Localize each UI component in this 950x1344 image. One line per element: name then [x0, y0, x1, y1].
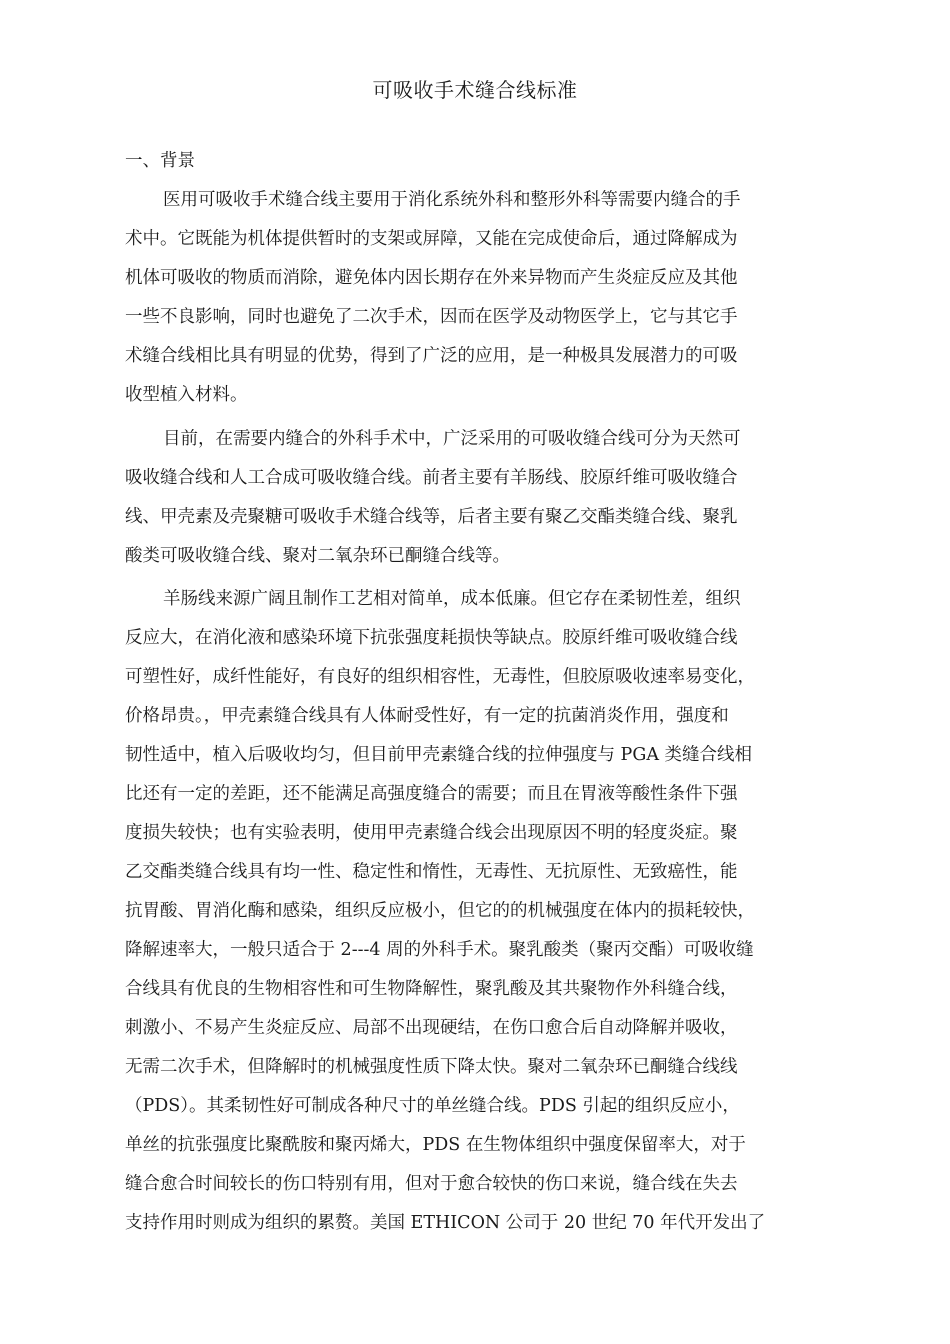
- text-line: 比还有一定的差距，还不能满足高强度缝合的需要；而且在胃液等酸性条件下强: [125, 784, 738, 804]
- text-line: 降解速率大，一般只适合于 2---4 周的外科手术。聚乳酸类（聚丙交酯）可吸收缝: [125, 940, 754, 960]
- text-line: 缝合愈合时间较长的伤口特别有用，但对于愈合较快的伤口来说，缝合线在失去: [125, 1174, 738, 1194]
- text-line: 乙交酯类缝合线具有均一性、稳定性和惰性，无毒性、无抗原性、无致癌性，能: [125, 862, 738, 882]
- text-line: 吸收缝合线和人工合成可吸收缝合线。前者主要有羊肠线、胶原纤维可吸收缝合: [125, 468, 738, 488]
- text-line: 线、甲壳素及壳聚糖可吸收手术缝合线等，后者主要有聚乙交酯类缝合线、聚乳: [125, 507, 738, 527]
- text-line: 酸类可吸收缝合线、聚对二氧杂环已酮缝合线等。: [125, 546, 510, 566]
- text-line: 刺激小、不易产生炎症反应、局部不出现硬结，在伤口愈合后自动降解并吸收，: [125, 1018, 738, 1038]
- text-line: 术中。它既能为机体提供暂时的支架或屏障，又能在完成使命后，通过降解成为: [125, 229, 738, 249]
- text-line: 韧性适中，植入后吸收均匀，但目前甲壳素缝合线的拉伸强度与 PGA 类缝合线相: [125, 745, 753, 765]
- text-line: 抗胃酸、胃消化酶和感染，组织反应极小，但它的的机械强度在体内的损耗较快，: [125, 901, 755, 921]
- text-line: 收型植入材料。: [125, 385, 248, 405]
- text-line: 无需二次手术，但降解时的机械强度性质下降太快。聚对二氧杂环已酮缝合线线: [125, 1057, 738, 1077]
- text-line: （PDS）。其柔韧性好可制成各种尺寸的单丝缝合线。PDS 引起的组织反应小，: [125, 1096, 740, 1116]
- text-line: 羊肠线来源广阔且制作工艺相对简单，成本低廉。但它存在柔韧性差，组织: [163, 589, 741, 609]
- text-line: 合线具有优良的生物相容性和可生物降解性，聚乳酸及其共聚物作外科缝合线，: [125, 979, 738, 999]
- text-line: 可塑性好，成纤性能好，有良好的组织相容性，无毒性，但胶原吸收速率易变化，: [125, 667, 755, 687]
- text-line: 度损失较快；也有实验表明，使用甲壳素缝合线会出现原因不明的轻度炎症。聚: [125, 823, 738, 843]
- text-line: 术缝合线相比具有明显的优势，得到了广泛的应用，是一种极具发展潜力的可吸: [125, 346, 738, 366]
- text-line: 反应大，在消化液和感染环境下抗张强度耗损快等缺点。胶原纤维可吸收缝合线: [125, 628, 738, 648]
- text-line: 单丝的抗张强度比聚酰胺和聚丙烯大，PDS 在生物体组织中强度保留率大，对于: [125, 1135, 746, 1155]
- text-line: 机体可吸收的物质而消除，避免体内因长期存在外来异物而产生炎症反应及其他: [125, 268, 738, 288]
- text-line: 支持作用时则成为组织的累赘。美国 ETHICON 公司于 20 世纪 70 年代开发出了: [125, 1213, 766, 1233]
- section-heading: 一、背景: [125, 151, 195, 171]
- text-line: 医用可吸收手术缝合线主要用于消化系统外科和整形外科等需要内缝合的手: [163, 190, 741, 210]
- text-line: 一些不良影响，同时也避免了二次手术，因而在医学及动物医学上，它与其它手: [125, 307, 738, 327]
- text-line: 目前，在需要内缝合的外科手术中，广泛采用的可吸收缝合线可分为天然可: [163, 429, 741, 449]
- document-title: 可吸收手术缝合线标准: [372, 78, 578, 102]
- text-line: 价格昂贵。，甲壳素缝合线具有人体耐受性好，有一定的抗菌消炎作用，强度和: [125, 706, 729, 726]
